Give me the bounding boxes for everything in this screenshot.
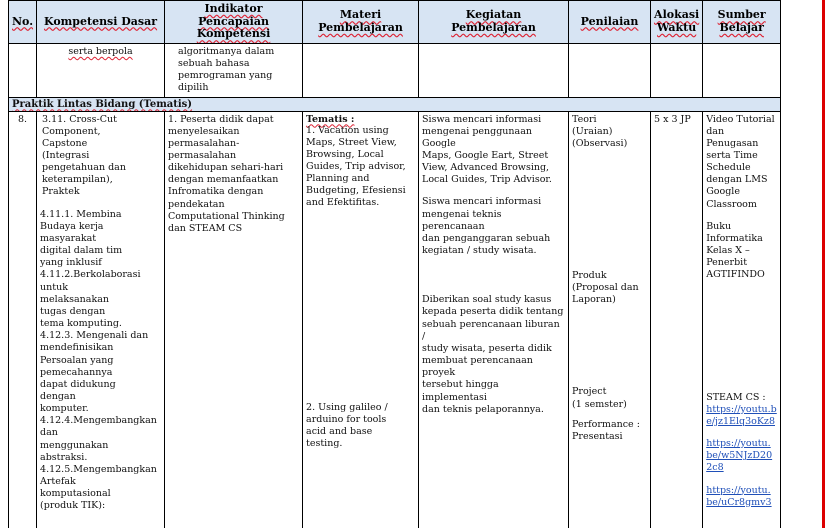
penilaian-project: Project (1 semster) bbox=[572, 386, 627, 410]
sumber-steam-label: STEAM CS : bbox=[706, 391, 766, 403]
penilaian-produk: Produk (Proposal dan Laporan) bbox=[572, 270, 639, 306]
header-indikator: Indikator Pencapaian Kompetensi bbox=[165, 1, 303, 44]
sumber-video: Video Tutorial dan Penugasan serta Time Schedule dengan LMS Google Classroom bbox=[706, 113, 775, 210]
header-alokasi: Alokasi Waktu bbox=[651, 1, 703, 44]
penilaian-performance: Performance : Presentasi bbox=[572, 418, 640, 442]
kd-sub-2: 4.11.2.Berkolaborasi untuk melaksanakan tugas dengan tema komputing. bbox=[40, 269, 141, 330]
header-row bbox=[9, 1, 781, 44]
steam-link-2[interactable]: https://youtu. be/w5NJzD20 2c8 bbox=[706, 438, 773, 474]
kd-sub-4: 4.12.4.Mengembangkan dan menggunakan abstraksi. bbox=[40, 415, 157, 463]
kegiatan-3: Diberikan soal study kasus kepada peserta didik tentang sebuah perencanaan liburan / study wisata, peserta didik membuat perencanaan proyek tersebut hingga implementasi dan teknis pelaporannya. bbox=[422, 294, 564, 415]
page-edge-marker bbox=[822, 0, 825, 528]
kd-sub-1: 4.11.1. Membina Budaya kerja masyarakat digital dalam tim yang inklusif bbox=[40, 208, 123, 269]
header-no: No. bbox=[9, 1, 37, 44]
materi-title: Tematis : bbox=[306, 113, 355, 125]
header-sumber: Sumber Belajar bbox=[703, 1, 781, 44]
header-kegiatan: Kegiatan Pembelajaran bbox=[419, 1, 569, 44]
prev-kd-text: serta berpola bbox=[68, 45, 133, 57]
kd-sub-5: 4.12.5.Mengembangkan Artefak komputasional (produk TIK): bbox=[40, 463, 157, 512]
materi-item-2: 2. Using galileo / arduino for tools acid and base testing. bbox=[306, 401, 388, 450]
rpp-table bbox=[8, 0, 781, 528]
section-title: Praktik Lintas Bidang (Tematis) bbox=[12, 98, 193, 110]
kegiatan-2: Siswa mencari informasi mengenai teknis perencanaan dan penganggaran sebuah kegiatan / study wisata. bbox=[422, 196, 551, 257]
kegiatan-1: Siswa mencari informasi mengenai penggunaan Google Maps, Google Eart, Street View, Advanced Browsing, Local Guides, Trip Advisor. bbox=[422, 113, 552, 186]
header-penilaian: Penilaian bbox=[569, 1, 651, 44]
sumber-buku: Buku Informatika Kelas X – Penerbit AGTIFINDO bbox=[706, 220, 765, 281]
materi-item-1: 1. Vacation using Maps, Street View, Browsing, Local Guides, Trip advisor, Planning and Budgeting, Efesiensi and Efektifitas. bbox=[306, 124, 406, 209]
alokasi-waktu: 5 x 3 JP bbox=[654, 113, 691, 125]
table-row bbox=[9, 111, 781, 528]
ipk-text: 1. Peserta didik dapat menyelesaikan permasalahan- permasalahan dikehidupan sehari-hari dengan memanfaatkan Infromatika dengan pendekatan Computational Thinking dan STEAM CS bbox=[168, 113, 285, 234]
header-materi: Materi Pembelajaran bbox=[303, 1, 419, 44]
row-number: 8. bbox=[17, 113, 28, 125]
steam-link-1[interactable]: https://youtu.b e/jz1Elq3oKz8 bbox=[706, 403, 777, 427]
header-kompetensi-dasar: Kompetensi Dasar bbox=[37, 1, 165, 44]
prev-ipk-text: algoritmanya dalam sebuah bahasa pemrograman yang dipilih bbox=[178, 45, 275, 94]
kd-sub-3: 4.12.3. Mengenali dan mendefinisikan Persoalan yang pemecahannya dapat didukung dengan komputer. bbox=[40, 330, 149, 415]
section-row bbox=[9, 97, 781, 111]
previous-row bbox=[9, 43, 781, 97]
steam-link-3[interactable]: https://youtu. be/uCr8gmv3 bbox=[706, 484, 772, 508]
kd-main: 3.11. Cross-Cut Component, Capstone (Integrasi pengetahuan dan keterampilan), Praktek bbox=[42, 113, 126, 198]
penilaian-teori: Teori (Uraian) (Observasi) bbox=[572, 113, 628, 149]
